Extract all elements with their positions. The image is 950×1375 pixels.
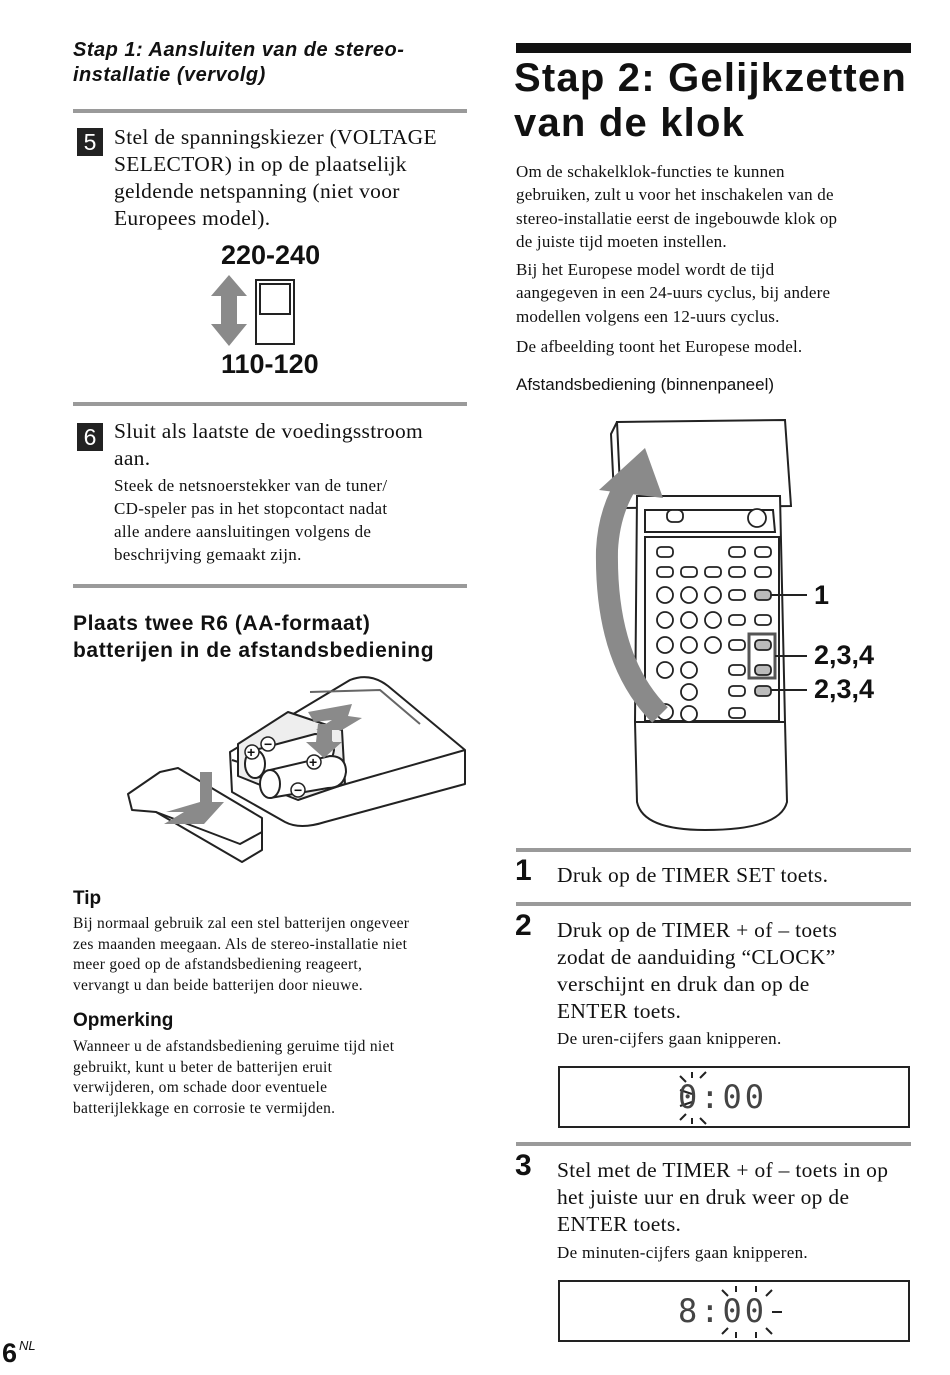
step6-detail (114, 474, 474, 566)
step5-number: 5 (77, 128, 103, 156)
step5-line: Stel de spanningskiezer (VOLTAGE (114, 125, 437, 149)
step2-line: verschijnt en druk dan op de (557, 972, 810, 996)
note-line: Wanneer u de afstandsbediening geruime tijd niet (73, 1038, 395, 1055)
divider (516, 1142, 911, 1146)
battery-heading (73, 610, 434, 664)
figure-caption: Afstandsbediening (binnenpaneel) (516, 375, 775, 394)
svg-text:+: + (309, 754, 318, 770)
page-title (514, 56, 907, 146)
cycle-line: modellen volgens een 12-uurs cyclus. (516, 306, 780, 326)
remote-control-illustration (585, 410, 825, 840)
clock-hours: 0 (678, 1078, 701, 1116)
intro-line: de juiste tijd moeten instellen. (516, 231, 727, 251)
step5-line: SELECTOR) in op de plaatselijk (114, 152, 407, 176)
note-title: Opmerking (73, 1010, 174, 1031)
intro-line: stereo-installatie eerst de ingebouwde klok op (516, 208, 838, 228)
step-number: 3 (515, 1149, 532, 1182)
tip-line: vervangt u dan beide batterijen door nieuwe. (73, 976, 363, 994)
clock-digits (678, 1078, 767, 1116)
step6-line: aan. (114, 446, 151, 470)
step6-line: Sluit als laatste de voedingsstroom (114, 419, 424, 443)
note-line: batterijlekkage en corrosie te vermijden. (73, 1099, 336, 1117)
battery-insertion-illustration (120, 672, 470, 872)
clock-display (558, 1066, 910, 1128)
battery-heading-line: batterijen in de afstandsbediening (73, 639, 435, 662)
svg-text:−: − (294, 782, 303, 798)
step3-result: De minuten-cijfers gaan knipperen. (557, 1243, 808, 1262)
step2-result: De uren-cijfers gaan knipperen. (557, 1029, 782, 1048)
divider (516, 848, 911, 852)
cycle-paragraph (516, 258, 926, 328)
voltage-top-label: 220-240 (221, 240, 321, 270)
section-header-line2: installatie (vervolg) (73, 64, 266, 86)
tip-line: Bij normaal gebruik zal een stel batterijen ongeveer (73, 915, 410, 932)
divider (73, 584, 467, 588)
page-number-value: 6 (2, 1338, 18, 1368)
model-note: De afbeelding toont het Europese model. (516, 337, 803, 356)
step6-detail-line: beschrijving gemaakt zijn. (114, 545, 302, 564)
step-number: 1 (515, 854, 532, 887)
step6-detail-line: alle andere aansluitingen volgens de (114, 522, 372, 541)
clock-separator: : (700, 1078, 723, 1116)
clock-display (558, 1280, 910, 1342)
page-number (2, 1338, 36, 1369)
clock-minutes: 00 (722, 1292, 768, 1330)
battery-heading-line: Plaats twee R6 (AA-formaat) (73, 612, 371, 635)
intro-line: gebruiken, zult u voor het inschakelen van de (516, 185, 834, 205)
page-language: NL (19, 1338, 36, 1353)
tip-title: Tip (73, 888, 102, 909)
section-header-line1: Stap 1: Aansluiten van de stereo- (73, 39, 405, 61)
page-title-line: Stap 2: Gelijkzetten (514, 56, 907, 100)
step5-text (114, 124, 474, 232)
title-bar (516, 43, 911, 53)
tip-line: zes maanden meegaan. Als de stereo-installatie niet (73, 935, 408, 953)
page-title-line: van de klok (514, 101, 746, 145)
step6-detail-line: CD-speler pas in het stopcontact nadat (114, 499, 388, 518)
note-line: verwijderen, om schade door eventuele (73, 1079, 328, 1096)
cycle-line: Bij het Europese model wordt de tijd (516, 260, 775, 279)
step5-line: Europees model). (114, 206, 271, 230)
step5-line: geldende netspanning (niet voor (114, 179, 400, 203)
callout-label: 2,3,4 (814, 674, 875, 704)
divider (516, 902, 911, 906)
step6-number: 6 (77, 423, 103, 451)
cycle-line: aangegeven in een 24-uurs cyclus, bij andere (516, 283, 831, 303)
step6-text (114, 418, 474, 472)
clock-hours: 8 (678, 1292, 701, 1330)
tip-line: meer goed op de afstandsbediening reageert, (73, 956, 363, 973)
clock-separator: : (700, 1292, 723, 1330)
step2-line: zodat de aanduiding “CLOCK” (557, 945, 836, 969)
step3-text (557, 1157, 927, 1238)
voltage-bottom-label: 110-120 (221, 349, 319, 379)
svg-text:−: − (264, 736, 273, 752)
divider (73, 402, 467, 406)
callout-label: 1 (814, 580, 830, 610)
note-line: gebruikt, kunt u beter de batterijen eruit (73, 1058, 333, 1076)
step3-line: ENTER toets. (557, 1212, 682, 1236)
switch-icon (256, 280, 294, 344)
step6-detail-line: Steek de netsnoerstekker van de tuner/ (114, 476, 388, 495)
note-text (73, 1037, 473, 1119)
step2-line: Druk op de TIMER + of – toets (557, 918, 838, 942)
clock-digits (678, 1292, 767, 1330)
double-arrow-icon (211, 275, 247, 346)
section-header (73, 38, 404, 88)
intro-paragraph (516, 160, 926, 253)
intro-line: Om de schakelklok-functies te kunnen (516, 162, 785, 181)
tip-text (73, 914, 473, 996)
step-number: 2 (515, 909, 532, 942)
divider (73, 109, 467, 113)
svg-text:+: + (247, 744, 256, 760)
step1-text: Druk op de TIMER SET toets. (557, 863, 829, 887)
callout-label: 2,3,4 (814, 640, 875, 670)
step2-line: ENTER toets. (557, 999, 682, 1023)
step3-line: het juiste uur en druk weer op de (557, 1185, 850, 1209)
voltage-selector-illustration (205, 272, 305, 352)
clock-minutes: 00 (722, 1078, 768, 1116)
step2-text (557, 917, 917, 1025)
step3-line: Stel met de TIMER + of – toets in op (557, 1158, 889, 1182)
